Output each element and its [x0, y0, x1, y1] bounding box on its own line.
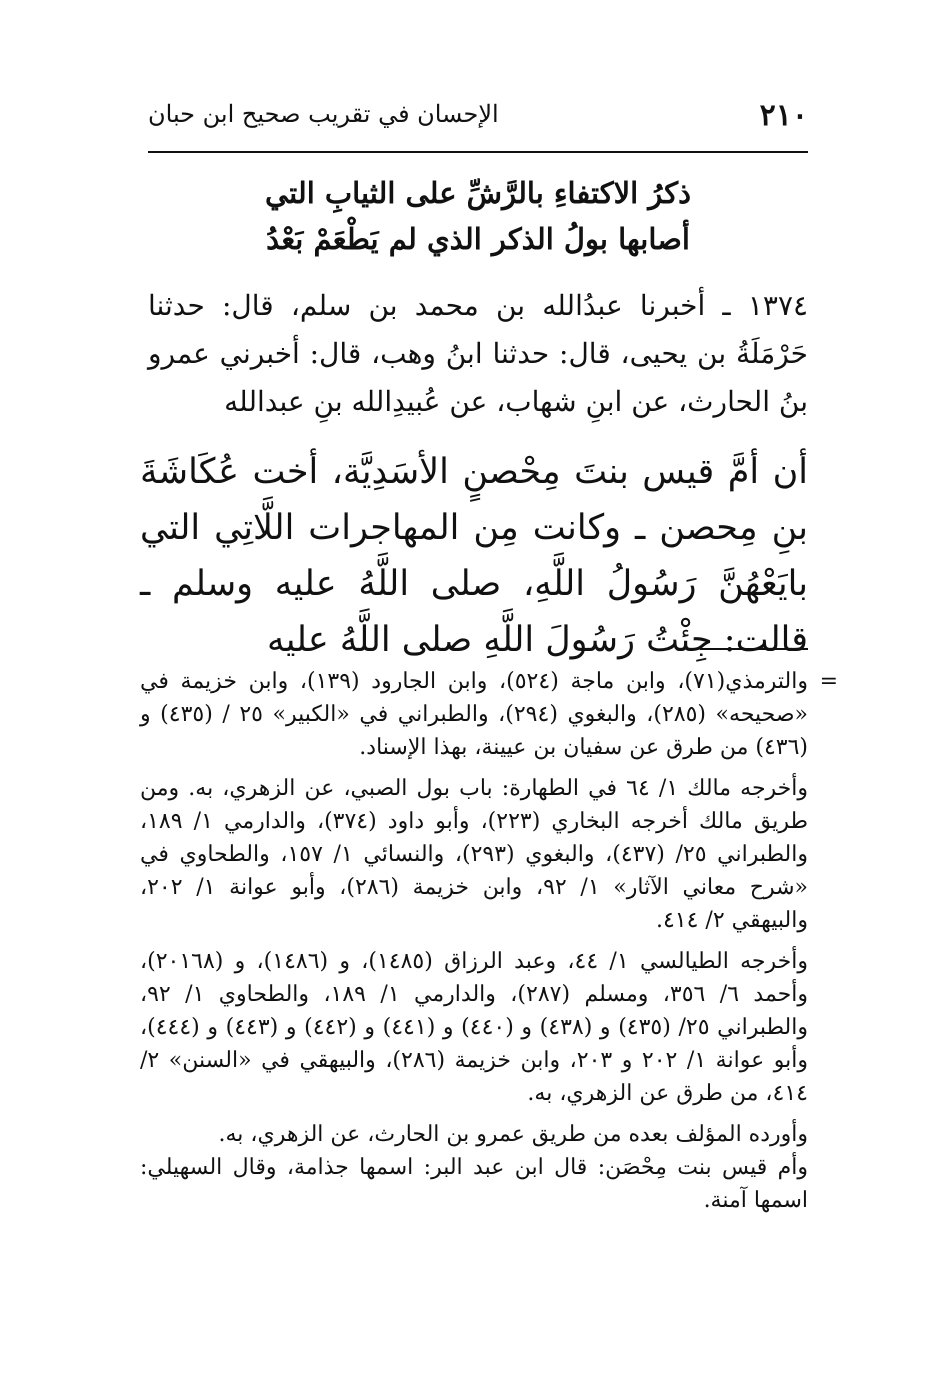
footnote-paragraph: وأورده المؤلف بعده من طريق عمرو بن الحارث، عن الزهري، به. — [218, 1122, 808, 1147]
footnote-continuation-mark: = — [819, 669, 838, 694]
footnotes — [140, 665, 838, 1225]
footnote-rule — [700, 648, 808, 650]
hadith-isnad: ١٣٧٤ ـ أخبرنا عبدُالله بن محمد بن سلم، قال: حدثنا حَرْمَلَةُ بن يحيى، قال: حدثنا ابنُ وهب، قال: أخبرني عمرو بنُ الحارث، عن ابنِ شهاب، عن عُبيدِالله بنِ عبدالله — [148, 289, 809, 418]
page-header — [148, 98, 808, 146]
hadith-matn: أن أمَّ قيس بنتَ مِحْصنٍ الأسَدِيَّة، أخت عُكَاشَةَ بنِ مِحصن ـ وكانت مِن المهاجرات اللَّاتِي التي بايَعْهُنَّ رَسُولُ اللَّهِ، صلى اللَّهُ عليه وسلم ـ قالت: جِئْتُ رَسُولَ اللَّهِ صلى اللَّهُ عليه — [140, 452, 808, 660]
section-title — [148, 170, 808, 262]
section-title-line-1: ذكرُ الاكتفاءِ بالرَّشِّ على الثيابِ التي — [264, 176, 692, 210]
footnote-paragraph: وأخرجه مالك ١/ ٦٤ في الطهارة: باب بول الصبي، عن الزهري، به. ومن طريق مالك أخرجه البخاري (٢٢٣)، وأبو داود (٣٧٤)، والدارمي ١/ ١٨٩، والطبراني ٢٥/ (٤٣٧)، والبغوي (٢٩٣)، والنسائي ١/ ١٥٧، والطحاوي في «شرح معاني الآثار» ١/ ٩٢، وابن خزيمة (٢٨٦)، وأبو عوانة ١/ ٢٠٢، والبيهقي ٢/ ٤١٤. — [140, 776, 809, 933]
footnote-paragraph: وأخرجه الطيالسي ١/ ٤٤، وعبد الرزاق (١٤٨٥)، و (١٤٨٦)، و (٢٠١٦٨)، وأحمد ٦/ ٣٥٦، ومسلم (٢٨٧)، والدارمي ١/ ١٨٩، والطحاوي ١/ ٩٢، والطبراني ٢٥/ (٤٣٥) و (٤٣٨) و (٤٤٠) و (٤٤١) و (٤٤٢) و (٤٤٣) و (٤٤٤)، وأبو عوانة ١/ ٢٠٢ و ٢٠٣، وابن خزيمة (٢٨٦)، والبيهقي في «السنن» ٢/ ٤١٤، من طرق عن الزهري، به. — [140, 949, 809, 1106]
running-title: الإحسان في تقريب صحيح ابن حبان — [148, 100, 499, 128]
page-number: ٢١٠ — [759, 98, 808, 133]
footnote-paragraph: وأم قيس بنت مِحْصَن: قال ابن عبد البر: اسمها جذامة، وقال السهيلي: اسمها آمنة. — [140, 1155, 808, 1213]
section-title-line-2: أصابها بولُ الذكر الذي لم يَطْعَمْ بَعْدُ — [266, 222, 690, 256]
footnote-paragraph: والترمذي(٧١)، وابن ماجة (٥٢٤)، وابن الجارود (١٣٩)، وابن خزيمة في «صحيحه» (٢٨٥)، والبغوي (٢٩٤)، والطبراني في «الكبير» ٢٥ / (٤٣٥) و (٤٣٦) من طرق عن سفيان بن عيينة، بهذا الإسناد. — [140, 669, 808, 760]
header-rule — [148, 151, 808, 153]
